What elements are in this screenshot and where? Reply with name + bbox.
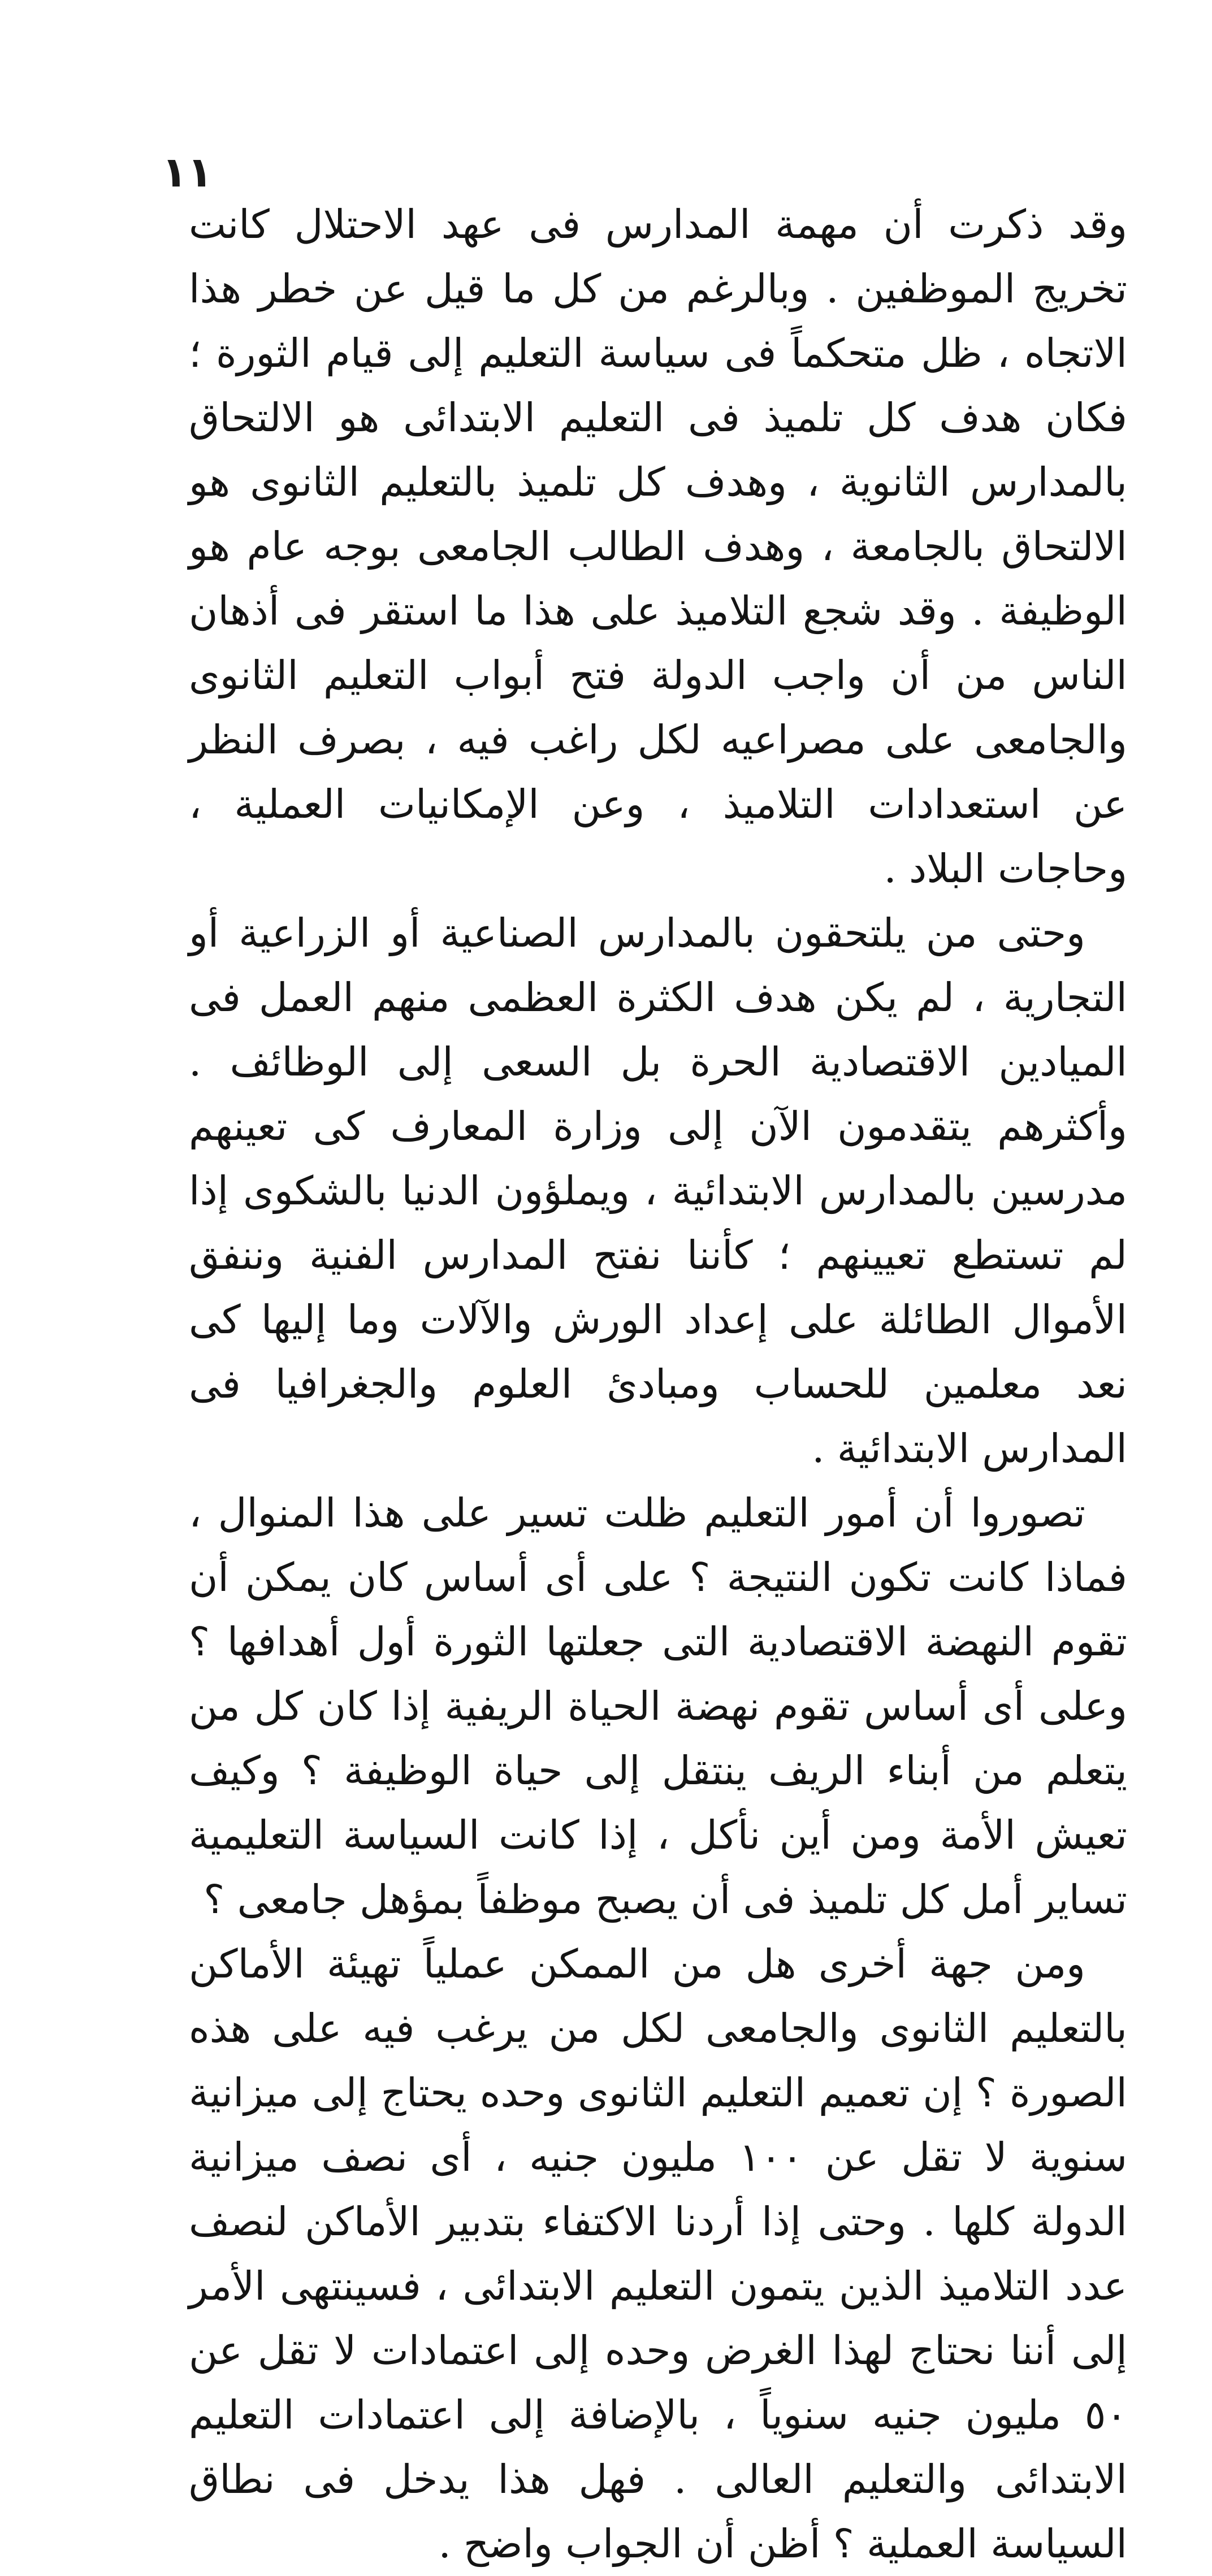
paragraph-1: وقد ذكرت أن مهمة المدارس فى عهد الاحتلال كانت تخريج الموظفين . وبالرغم من كل ما قيل عن خطر هذا الاتجاه ، ظل متحكماً فى سياسة التعليم إلى قيام الثورة ؛ فكان هدف كل تلميذ فى التعليم الابتدائى هو الالتحاق بالمدارس الثانوية ، وهدف كل تلميذ بالتعليم الثانوى هو الالتحاق بالجامعة ، وهدف الطالب الجامعى بوجه عام هو الوظيفة . وقد شجع التلاميذ على هذا ما استقر فى أذهان الناس من أن واجب الدولة فتح أبواب التعليم الثانوى والجامعى على مصراعيه لكل راغب فيه ، بصرف النظر عن استعدادات التلاميذ ، وعن الإمكانيات العملية ، وحاجات البلاد . bbox=[189, 201, 1127, 892]
paragraph-2: وحتى من يلتحقون بالمدارس الصناعية أو الزراعية أو التجارية ، لم يكن هدف الكثرة العظمى منهم العمل فى الميادين الاقتصادية الحرة بل السعى إلى الوظائف . وأكثرهم يتقدمون الآن إلى وزارة المعارف كى تعينهم مدرسين بالمدارس الابتدائية ، ويملؤون الدنيا بالشكوى إذا لم تستطع تعيينهم ؛ كأننا نفتح المدارس الفنية وننفق الأموال الطائلة على إعداد الورش والآلات وما إليها كى نعد معلمين للحساب ومبادئ العلوم والجغرافيا فى المدارس الابتدائية . bbox=[189, 910, 1127, 1472]
page-number: ١١ bbox=[162, 148, 213, 197]
paragraph-4: ومن جهة أخرى هل من الممكن عملياً تهيئة الأماكن بالتعليم الثانوى والجامعى لكل من يرغب فيه على هذه الصورة ؟ إن تعميم التعليم الثانوى وحده يحتاج إلى ميزانية سنوية لا تقل عن ١٠٠ مليون جنيه ، أى نصف ميزانية الدولة كلها . وحتى إذا أردنا الاكتفاء بتدبير الأماكن لنصف عدد التلاميذ الذين يتمون التعليم الابتدائى ، فسينتهى الأمر إلى أننا نحتاج لهذا الغرض وحده إلى اعتمادات لا تقل عن ٥٠ مليون جنيه سنوياً ، بالإضافة إلى اعتمادات التعليم الابتدائى والتعليم العالى . فهل هذا يدخل فى نطاق السياسة العملية ؟ أظن أن الجواب واضح . bbox=[189, 1941, 1127, 2567]
paragraph-3: تصوروا أن أمور التعليم ظلت تسير على هذا المنوال ، فماذا كانت تكون النتيجة ؟ على أى أساس كان يمكن أن تقوم النهضة الاقتصادية التى جعلتها الثورة أول أهدافها ؟ وعلى أى أساس تقوم نهضة الحياة الريفية إذا كان كل من يتعلم من أبناء الريف ينتقل إلى حياة الوظيفة ؟ وكيف تعيش الأمة ومن أين نأكل ، إذا كانت السياسة التعليمية تساير أمل كل تلميذ فى أن يصبح موظفاً بمؤهل جامعى ؟ bbox=[189, 1490, 1127, 1923]
body-text bbox=[189, 192, 1127, 2576]
